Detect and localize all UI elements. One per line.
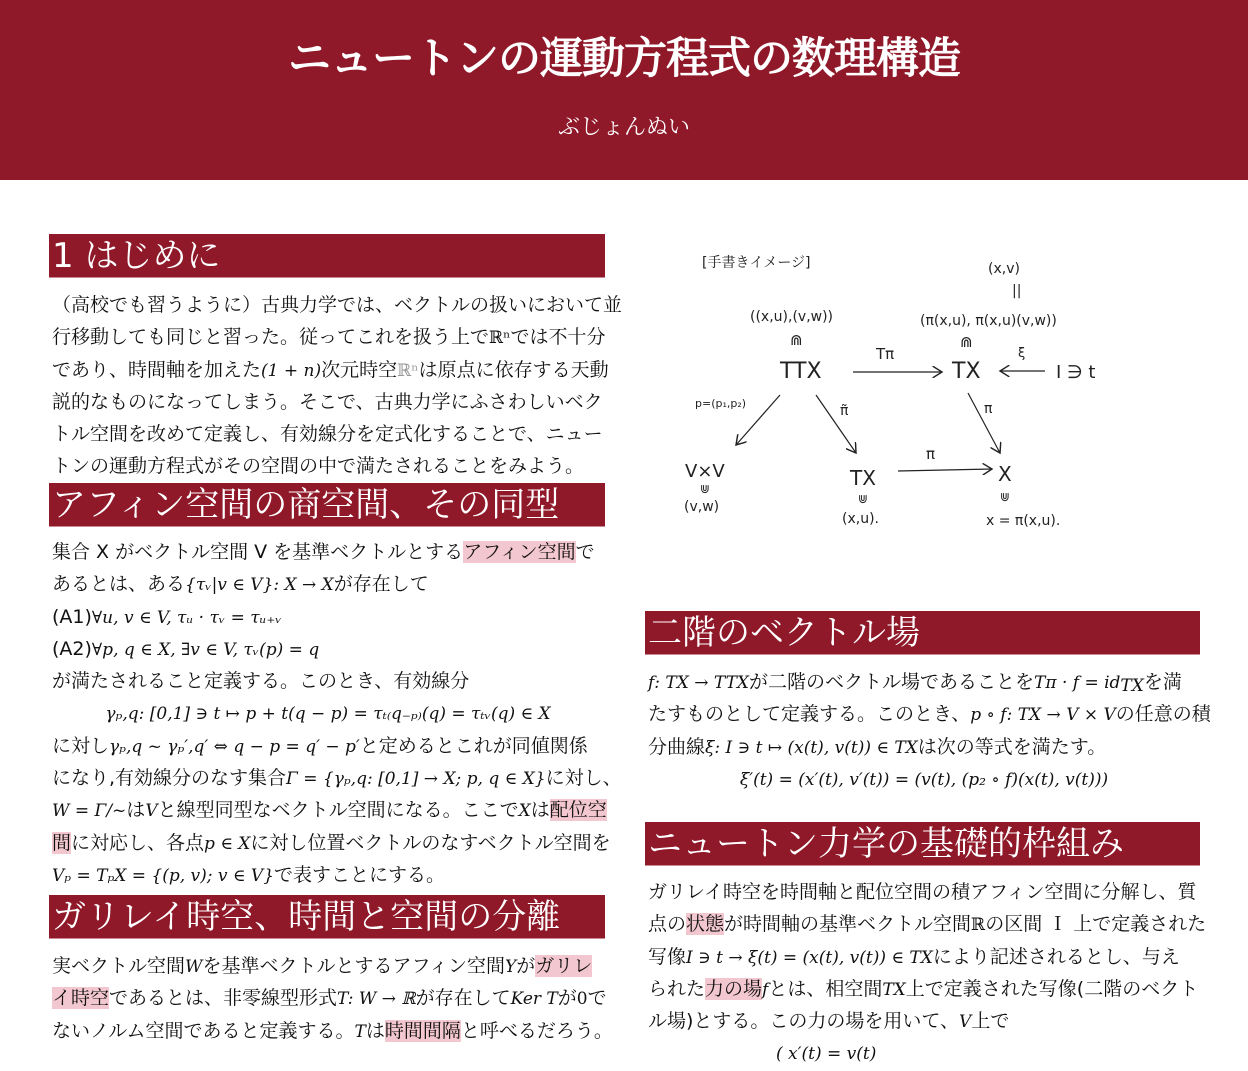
second-order-line-1: f: TX → TTXが二階のベクトル場であることを$T\pi \cdot f = id_{TX}$を満 (648, 671, 1182, 696)
intro-line-4: 説的なものになってしまう。そこで、古典力学にふさわしいベク (52, 390, 603, 413)
handwritten-commutative-diagram (670, 245, 1130, 535)
diagram-ttx-element: ((x,u),(v,w)) (750, 309, 834, 325)
newton-line-3: 写像I ∋ t → ξ(t) = (x(t), v(t)) ∈ TXにより記述されるとし、与え (648, 945, 1180, 968)
in-symbol: ⋓ (700, 482, 711, 496)
newton-line-1: ガリレイ時空を時間軸と配位空間の積アフィン空間に分解し、質 (648, 881, 1197, 903)
affine-line-10: 間に対応し、各点p ∈ Xに対し位置ベクトルのなすベクトル空間を (52, 831, 611, 854)
arrow-pi-tilde (816, 395, 856, 453)
node-interval: I ∋ t (1056, 362, 1096, 383)
section-heading-intro: 1 はじめに (49, 234, 605, 278)
label-pi-bottom: π (926, 445, 936, 463)
node-ttx: TTX (780, 359, 822, 384)
node-tx-bottom: TX (850, 466, 876, 490)
poster-title: ニュートンの運動方程式の数理構造 (288, 34, 960, 84)
affine-line-5: が満たされること定義する。このとき、有効線分 (52, 670, 470, 693)
section-heading-newton: ニュートン力学の基礎的枠組み (645, 822, 1200, 866)
intro-paragraph (52, 289, 623, 483)
galilei-line-3: ないノルム空間であると定義する。Tは時間間隔と呼べるだろう。 (52, 1019, 613, 1042)
intro-line-5: トル空間を改めて定義し、有効線分を定式化することで、ニュー (52, 423, 603, 446)
label-xi: ξ (1018, 346, 1026, 361)
intro-line-6: トンの運動方程式がその空間の中で満たされることをみよう。 (52, 455, 585, 478)
poster-author: ぶじょんぬい (557, 115, 690, 140)
highlight-term: 間 (52, 831, 72, 854)
newton-paragraph (648, 876, 1207, 1070)
title-banner (0, 0, 1248, 180)
second-order-line-2: たすものとして定義する。このとき、p ∘ f: TX → V × Vの任意の積 (648, 703, 1211, 726)
diagram-vw: (v,w) (684, 499, 720, 515)
galilei-line-1: 実ベクトル空間Wを基準ベクトルとするアフィン空間Yがガリレ (52, 955, 593, 977)
highlight-term: 力の場 (705, 977, 763, 1000)
label-pi-right: π (984, 401, 993, 417)
axiom-a1: (A1)∀u, v ∈ V, τᵤ · τᵥ = τᵤ₊ᵥ (52, 605, 282, 628)
label-tpi: Tπ (876, 345, 895, 363)
second-order-line-3: 分曲線ξ: I ∋ t ↦ (x(t), v(t)) ∈ TXは次の等式を満たす。 (648, 735, 1107, 758)
section-heading-affine: アフィン空間の商空間、その同型 (49, 483, 605, 527)
axiom-a2: (A2)∀p, q ∈ X, ∃v ∈ V, τᵥ(p) = q (52, 637, 320, 660)
node-tx-top: TX (952, 359, 981, 384)
highlight-term: 配位空 (549, 799, 607, 822)
affine-paragraph (52, 536, 622, 891)
intro-line-2: 行移動しても同じと習った。従ってこれを扱う上でℝⁿでは不十分 (52, 326, 606, 349)
highlight-term: ガリレ (535, 955, 593, 977)
galilei-paragraph (52, 950, 613, 1047)
diagram-equals: || (1012, 283, 1022, 299)
affine-line-8: になり,有効線分のなす集合Γ = {γₚ,q: [0,1] → X; p, q ∈ X}に対し、 (52, 767, 622, 790)
diagram-tx-element: (π(x,u), π(x,u)(v,w)) (920, 313, 1057, 329)
intro-line-1: （高校でも習うように）古典力学では、ベクトルの扱いにおいて並 (52, 294, 623, 316)
highlight-term: イ時空 (52, 987, 110, 1010)
diagram-xv: (x,v) (988, 261, 1020, 277)
node-vxv: V×V (685, 461, 725, 482)
galilei-line-2: イ時空であるとは、非零線型形式T: W → ℝが存在してKer Tが0で (52, 987, 607, 1010)
in-symbol: ⋓ (858, 492, 869, 506)
affine-line-2: あるとは、ある{τᵥ|v ∈ V}: X → Xが存在して (52, 573, 429, 596)
affine-line-9: W = Γ/~はVと線型同型なベクトル空間になる。ここでXは配位空 (52, 799, 607, 822)
label-p-def: p=(p₁,p₂) (695, 397, 747, 410)
intro-line-3: であり、時間軸を加えた(1 + n)次元時空ℝⁿは原点に依存する天動 (52, 358, 609, 381)
highlight-term: 時間間隔 (384, 1019, 461, 1042)
affine-line-1: 集合 X がベクトル空間 V を基準ベクトルとするアフィン空間で (52, 541, 595, 563)
newton-line-6-partial: ( x′(t) = v(t) (776, 1044, 877, 1065)
ni-symbol: ⋒ (960, 333, 973, 351)
affine-line-7: に対しγₚ,q ~ γₚ′,q′ ⇔ q − p = q′ − p′と定めるとこれが同値関係 (52, 734, 588, 757)
diagram-caption: [手書きイメージ] (702, 255, 811, 271)
second-order-paragraph (648, 666, 1211, 795)
node-x: X (998, 462, 1012, 486)
affine-equation: γₚ,q: [0,1] ∋ t ↦ p + t(q − p) = τₜ₍q₋ₚ₎(q) = τₜᵥ(q) ∈ X (105, 704, 551, 725)
section-heading-galilei: ガリレイ時空、時間と空間の分離 (49, 895, 605, 939)
newton-line-5: ル場)とする。この力の場を用いて、V上で (648, 1010, 1010, 1033)
highlight-term: アフィン空間 (463, 541, 576, 563)
arrow-pi-bottom (898, 469, 992, 471)
section-heading-second-order: 二階のベクトル場 (645, 611, 1200, 655)
highlight-term: 状態 (686, 913, 725, 936)
label-pi-tilde: π̃ (840, 403, 849, 419)
second-order-equation: ξ′(t) = (x′(t), v′(t)) = (v(t), (p₂ ∘ f)(x(t), v(t))) (739, 769, 1109, 790)
newton-line-2: 点の状態が時間軸の基準ベクトル空間ℝの区間 Ｉ 上で定義された (648, 913, 1207, 936)
ni-symbol: ⋒ (790, 331, 803, 349)
affine-line-11: Vₚ = TₚX = {(p, v); v ∈ V}で表すことにする。 (52, 863, 446, 886)
newton-line-4: られた力の場fとは、相空間TX上で定義された写像(二階のベクト (648, 977, 1199, 1000)
in-symbol: ⋓ (1000, 490, 1011, 504)
diagram-xu: (x,u). (842, 511, 879, 527)
diagram-x-eq: x = π(x,u). (986, 513, 1061, 529)
